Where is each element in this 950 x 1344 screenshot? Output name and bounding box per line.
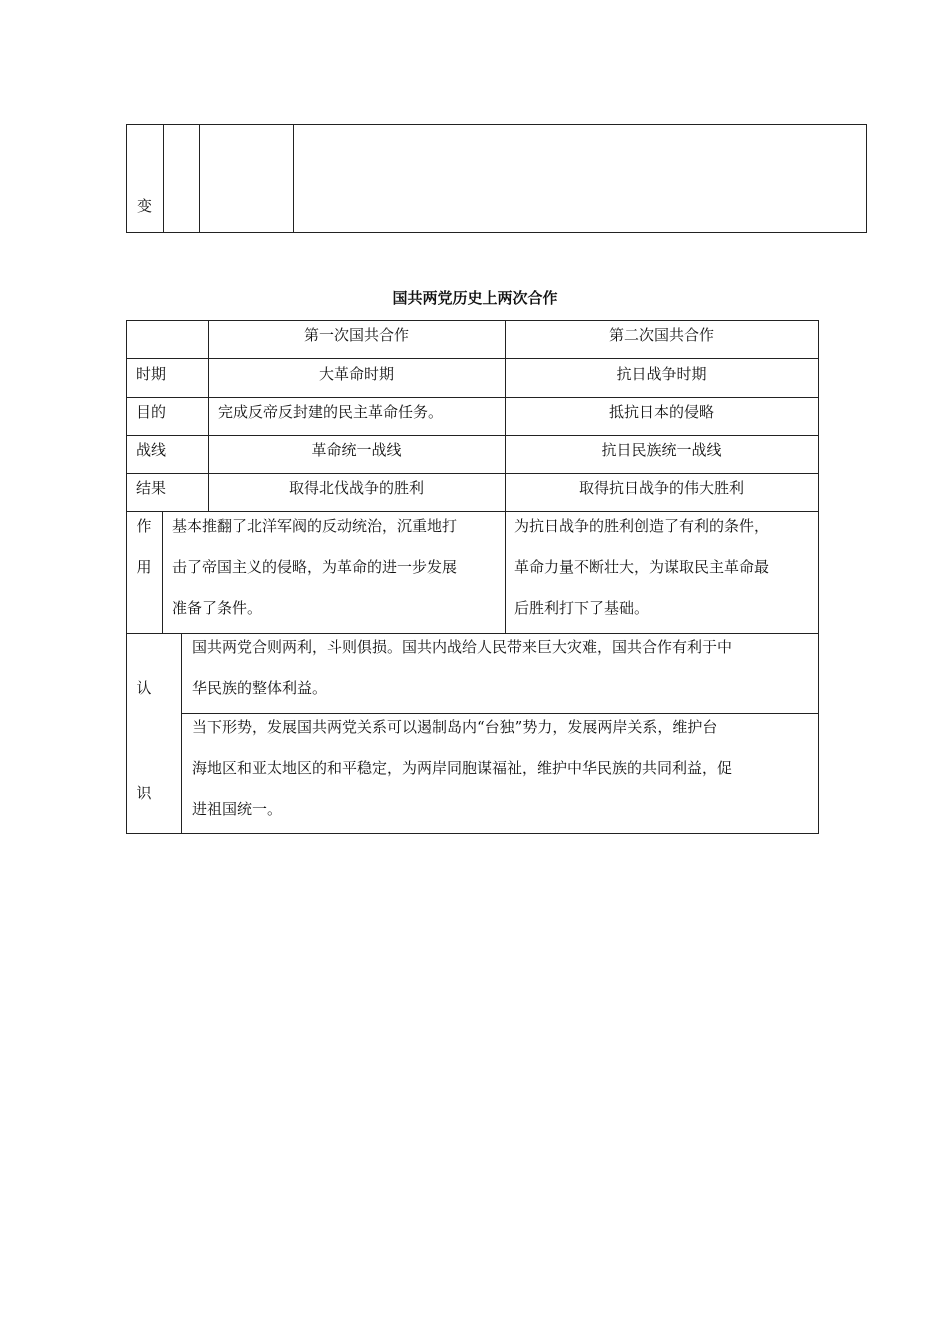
row-label-purpose: 目的 [136,402,167,421]
insight-paragraph-2 [192,707,814,830]
header-second-cooperation: 第二次国共合作 [608,325,714,344]
insight-label-char-1: 认 [136,679,152,697]
purpose-first: 完成反帝反封建的民主革命任务。 [218,402,444,421]
effect-first [172,506,502,629]
period-second: 抗日战争时期 [616,364,707,383]
front-second: 抗日民族统一战线 [601,440,722,459]
row-label-front: 战线 [136,440,167,459]
insight-p2-line: 进祖国统一。 [192,800,283,818]
effect-first-line: 击了帝国主义的侵略，为革命的进一步发展 [172,558,458,576]
effect-label-char-2: 用 [136,558,152,576]
insight-p1-line: 国共两党合则两利，斗则俱损。国共内战给人民带来巨大灾难，国共合作有利于中 [192,638,733,656]
result-second: 取得抗日战争的伟大胜利 [578,478,744,497]
header-empty [126,320,208,358]
effect-second-line: 为抗日战争的胜利创造了有利的条件， [514,517,770,535]
row-label-period: 时期 [136,364,167,383]
insight-label-char-2: 识 [136,784,152,802]
effect-first-line: 基本推翻了北洋军阀的反动统治，沉重地打 [172,517,458,535]
header-first-cooperation: 第一次国共合作 [303,325,409,344]
insight-p2-line: 海地区和亚太地区的和平稳定，为两岸同胞谋福祉，维护中华民族的共同利益，促 [192,759,733,777]
effect-first-line: 准备了条件。 [172,599,263,617]
period-first: 大革命时期 [318,364,394,383]
effect-second-line: 革命力量不断壮大，为谋取民主革命最 [514,558,770,576]
effect-label-char-1: 作 [136,517,152,535]
insight-p1-line: 华民族的整体利益。 [192,679,328,697]
table-title: 国共两党历史上两次合作 [392,289,558,307]
top-table-row-label: 变 [136,197,152,215]
front-first: 革命统一战线 [311,440,402,459]
result-first: 取得北伐战争的胜利 [288,478,424,497]
effect-second-line: 后胜利打下了基础。 [514,599,650,617]
purpose-second: 抵抗日本的侵略 [608,402,714,421]
insight-paragraph-1 [192,627,814,709]
effect-second [514,506,814,629]
row-label-result: 结果 [136,478,167,497]
insight-p2-line: 当下形势，发展国共两党关系可以遏制岛内“台独”势力，发展两岸关系，维护台 [192,718,718,736]
